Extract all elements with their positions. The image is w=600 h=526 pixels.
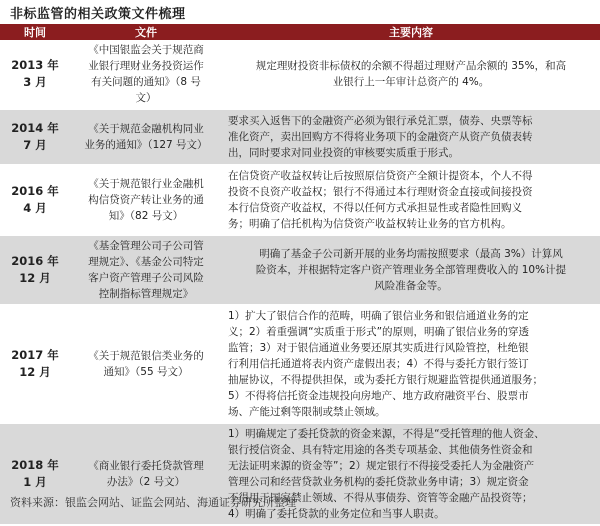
table-row (0, 40, 600, 109)
header-content: 主要内容 (222, 24, 600, 40)
policy-table (0, 24, 600, 526)
table-row (0, 165, 600, 235)
row-time: 2016 年 4 月 (0, 165, 70, 235)
row-time: 2016 年 12 月 (0, 235, 70, 305)
row-time: 2013 年 3 月 (0, 40, 70, 109)
row-document: 《基金管理公司子公司管 理规定》、《基金公司特定 客户资产管理子公司风险 控制指标管理规定》 (70, 235, 222, 305)
row-time: 2017 年 12 月 (0, 305, 70, 423)
table-title: 非标监管的相关政策文件梳理 (10, 7, 186, 22)
table-row (0, 305, 600, 423)
table-row (0, 109, 600, 165)
row-document: 《关于规范金融机构同业 业务的通知》（127 号文） (70, 109, 222, 165)
table-row (0, 235, 600, 305)
row-content: 1）扩大了银信合作的范畴，明确了银信业务和银信通道业务的定 义；2）着重强调“实质重于形式”的原则，明确了银信业务的穿透 监管；3）对于银信通道业务要还原其实质进行风险管控，杜绝银 行利用信托通道将表内资产虚假出表；4）不得与委托方银行签订 抽屉协议，不得提供担保，或为委托方银行规避监管提供通道服务； 5）不得将信托资金违规投向房地产、地方政府融资平台、股票市 场、产能过剩等限制或禁止领域。 (222, 305, 600, 423)
row-content: 1）明确规定了委托贷款的资金来源，不得是“受托管理的他人资金、 银行授信资金、具有特定用途的各类专项基金、其他债务性资金和 无法证明来源的资金等”；2）规定银行不得接受委托人为金融资产 管理公司和经营贷款业务机构的委托贷款业务申请；3）规定资金 不得用于国家禁止领域、不得从事债券、资管等金融产品投资等； 4）明确了委托贷款的业务定位和当事人职责。 (222, 423, 600, 525)
row-content: 明确了基金子公司新开展的业务均需按照要求（最高 3%）计算风 险资本，并根据特定客户资产管理业务全部管理费收入的 10%计提 风险准备金等。 (222, 235, 600, 305)
row-time: 2018 年 1 月 (0, 423, 70, 525)
row-document: 《商业银行委托贷款管理 办法》（2 号文） (70, 423, 222, 525)
row-document: 《关于规范银信类业务的 通知》（55 号文） (70, 305, 222, 423)
table-header-row (0, 24, 600, 40)
row-time: 2014 年 7 月 (0, 109, 70, 165)
header-time: 时间 (0, 24, 70, 40)
row-document: 《中国银监会关于规范商 业银行理财业务投资运作 有关问题的通知》（8 号 文） (70, 40, 222, 109)
header-document: 文件 (70, 24, 222, 40)
source-note: 资料来源：银监会网站、证监会网站、海通证券研究所整理 (10, 496, 296, 509)
row-document: 《关于规范银行业金融机 构信贷资产转让业务的通 知》（82 号文） (70, 165, 222, 235)
row-content: 要求买入返售下的金融资产必须为银行承兑汇票，债券、央票等标 准化资产，卖出回购方不得将业务项下的金融资产从资产负债表转 出，同时要求对同业投资的审核要实质重于形式。 (222, 109, 600, 165)
row-content: 规定理财投资非标债权的余额不得超过理财产品余额的 35%，和高 业银行上一年审计总资产的 4%。 (222, 40, 600, 109)
row-content: 在信贷资产收益权转让后按照原信贷资产全额计提资本，个人不得 投资不良资产收益权；银行不得通过本行理财资金直接或间接投资 本行信贷资产收益权，不得以任何方式承担显性或者隐性回购义 务；明确了信托机构为信贷资产收益权转让业务的官方机构。 (222, 165, 600, 235)
